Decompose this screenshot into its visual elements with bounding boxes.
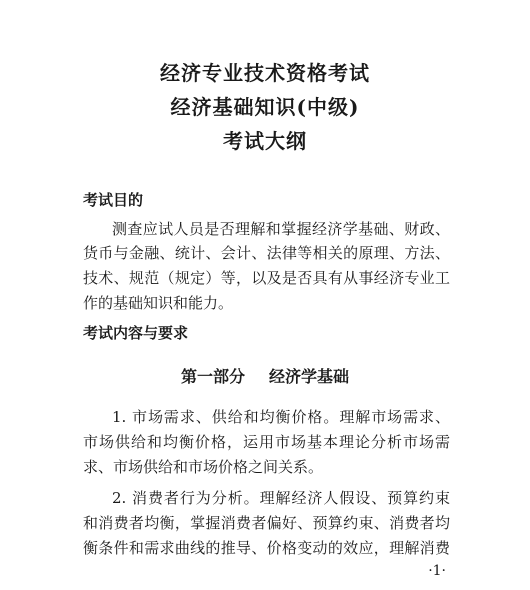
- item2-line-1: 2. 消费者行为分析。理解经济人假设、预算约束: [112, 489, 450, 507]
- item2-line-2: 和消费者均衡，掌握消费者偏好、预算约束、消费者均: [83, 514, 450, 532]
- item1-line-1: 1. 市场需求、供给和均衡价格。理解市场需求、: [112, 408, 450, 426]
- part-number: 第一部分: [180, 367, 245, 386]
- purpose-line-3: 技术、规范（规定）等，以及是否具有从事经济专业工: [83, 269, 450, 287]
- exam-title-line-1: 经济专业技术资格考试: [160, 61, 370, 85]
- item1-line-3: 求、市场供给和市场价格之间关系。: [83, 458, 324, 476]
- exam-title-line-2: 经济基础知识(中级): [170, 95, 360, 119]
- part-heading: [0, 366, 530, 388]
- purpose-line-2: 货币与金融、统计、会计、法律等相关的原理、方法、: [83, 244, 450, 262]
- item1-line-2: 市场供给和均衡价格，运用市场基本理论分析市场需: [83, 433, 450, 451]
- page-number: ·1·: [428, 563, 446, 579]
- purpose-line-4: 作的基础知识和能力。: [83, 294, 234, 312]
- purpose-line-1: 测查应试人员是否理解和掌握经济学基础、财政、: [112, 220, 450, 238]
- section-heading-purpose: 考试目的: [83, 191, 144, 209]
- exam-title-line-3: 考试大纲: [223, 129, 307, 153]
- section-heading-content: 考试内容与要求: [83, 324, 189, 342]
- item2-line-3: 衡条件和需求曲线的推导、价格变动的效应，理解消费: [83, 539, 450, 557]
- part-title: 经济学基础: [269, 367, 350, 386]
